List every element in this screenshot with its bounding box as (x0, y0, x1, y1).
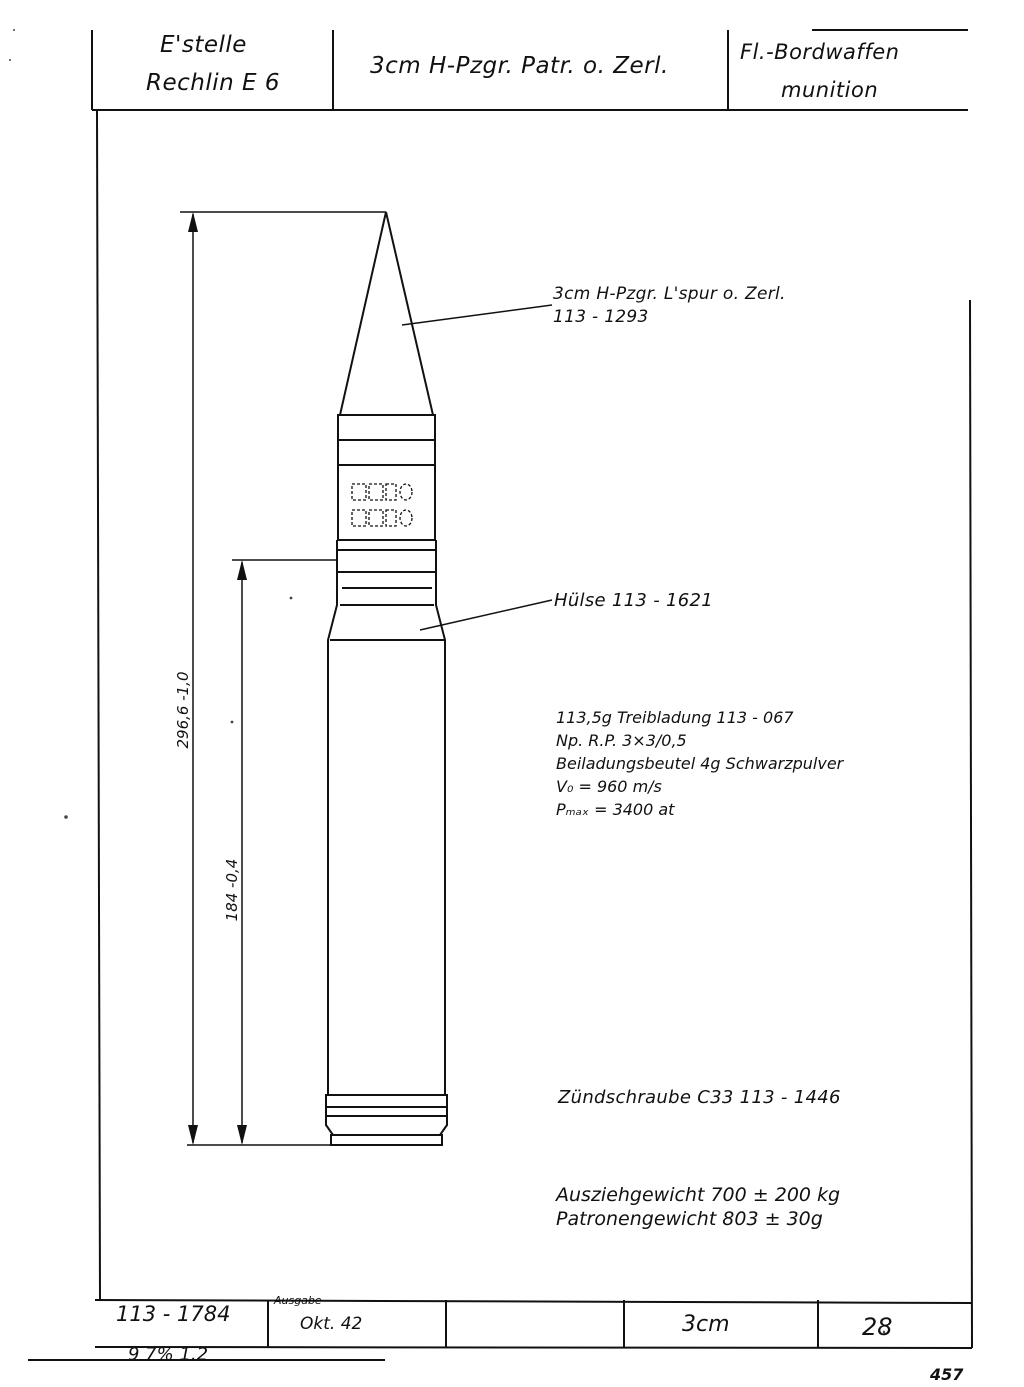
weights (556, 1183, 840, 1231)
sub-note: 9 7% 1.2 (128, 1344, 209, 1365)
scan-artifacts (9, 29, 885, 1333)
charge-note: V₀ = 960 m/s (556, 777, 662, 796)
projectile-name: 3cm H-Pzgr. L'spur o. Zerl. (553, 284, 786, 304)
header-office-line1: E'stelle (160, 32, 247, 58)
drawing-number: 113 - 1784 (116, 1302, 231, 1326)
leader-lines (402, 305, 552, 630)
sheet-frame (28, 30, 972, 1360)
header-category-line2: munition (781, 78, 879, 102)
charge-note: 113,5g Treibladung 113 - 067 (556, 708, 794, 727)
ausgabe-value: Okt. 42 (300, 1314, 363, 1334)
case-label: Hülse 113 - 1621 (554, 590, 714, 611)
charge-note: Beiladungsbeutel 4g Schwarzpulver (556, 754, 844, 773)
primer-label: Zündschraube C33 113 - 1446 (558, 1087, 841, 1108)
cartridge-weight: Patronengewicht 803 ± 30g (556, 1208, 823, 1230)
header-category-line1: Fl.-Bordwaffen (740, 40, 900, 64)
projectile-number: 113 - 1293 (553, 307, 649, 327)
caliber: 3cm (682, 1312, 730, 1337)
pull-weight: Ausziehgewicht 700 ± 200 kg (556, 1184, 841, 1206)
case-length-dimension: 184 -0,4 (223, 858, 241, 922)
charge-note: Np. R.P. 3×3/0,5 (556, 731, 687, 750)
cartridge-outline (326, 212, 447, 1145)
charge-note: Pₘₐₓ = 3400 at (556, 800, 675, 819)
sheet-number: 28 (862, 1313, 893, 1341)
overall-length-dimension: 296,6 -1,0 (174, 671, 192, 749)
stencil-marks (352, 484, 412, 526)
header-title: 3cm H-Pzgr. Patr. o. Zerl. (370, 53, 669, 79)
ausgabe-label: Ausgabe (274, 1294, 322, 1307)
header-office-line2: Rechlin E 6 (146, 70, 280, 96)
charge-notes (556, 706, 843, 821)
dimension-arrows (188, 212, 247, 1145)
page-number: 457 (930, 1365, 964, 1384)
